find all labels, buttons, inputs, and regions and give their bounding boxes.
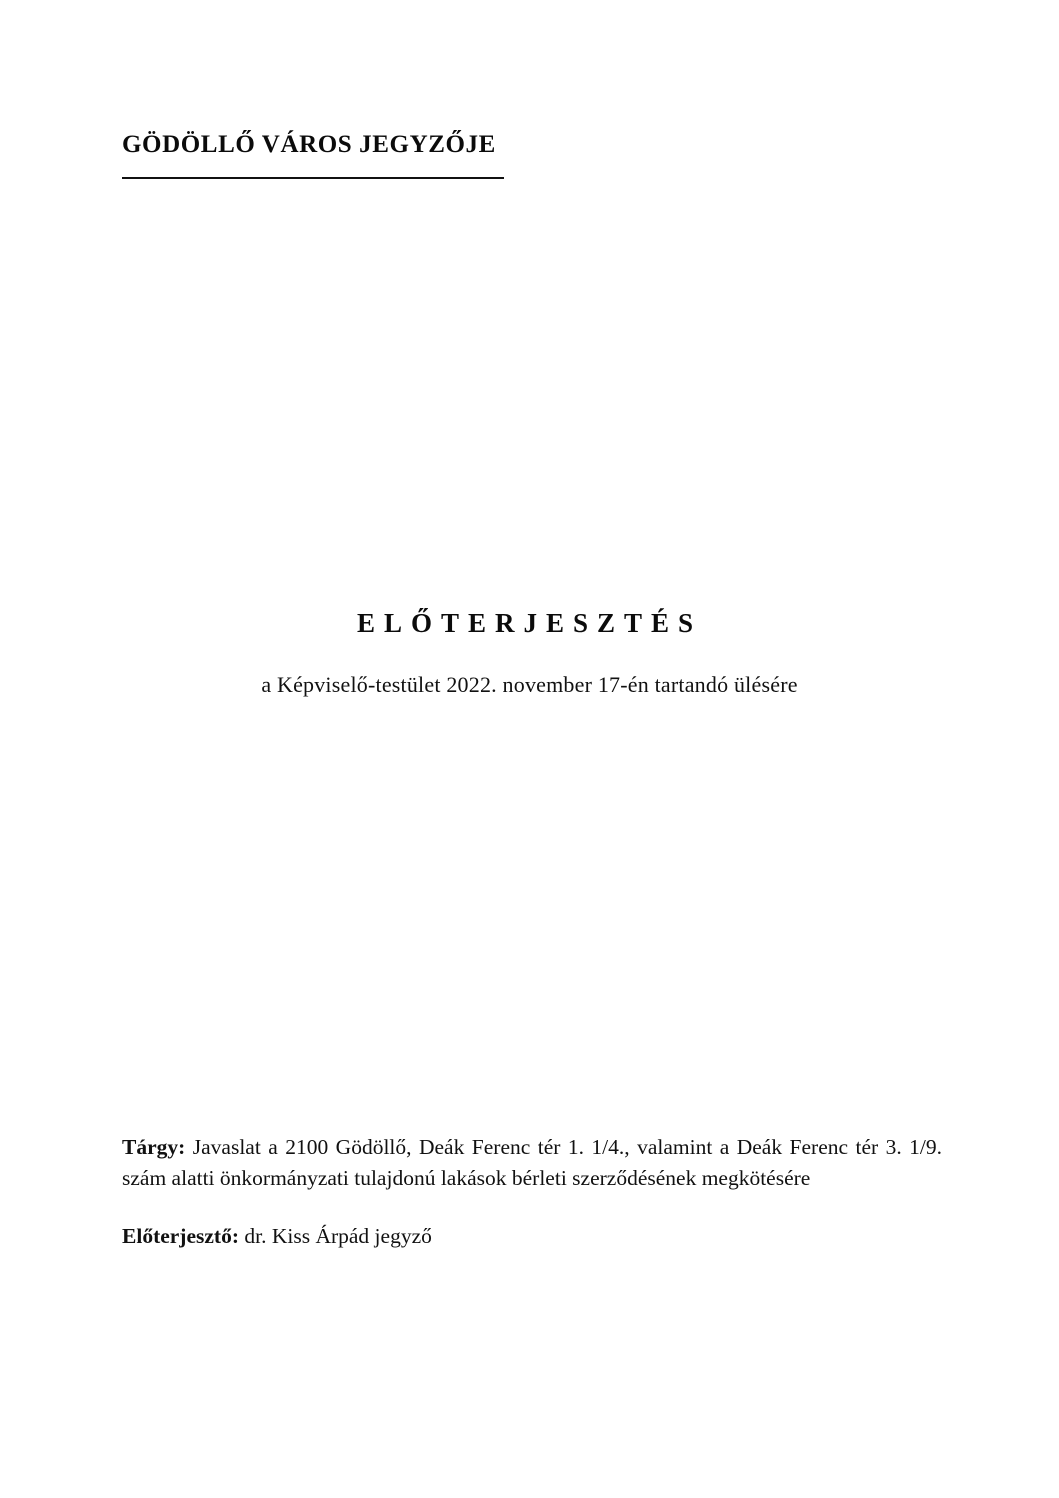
document-meta (122, 1132, 942, 1252)
subject-row (122, 1132, 942, 1193)
header-divider (122, 177, 504, 179)
presenter-label: Előterjesztő: (122, 1224, 239, 1249)
issuing-authority: GÖDÖLLŐ VÁROS JEGYZŐJE (122, 131, 496, 158)
document-title: ELŐTERJESZTÉS (356, 608, 703, 638)
subject-label: Tárgy: (122, 1135, 186, 1159)
document-header (122, 130, 542, 179)
presenter-row (122, 1221, 942, 1252)
presenter-value: dr. Kiss Árpád jegyző (244, 1224, 432, 1249)
document-subtitle: a Képviselő-testület 2022. november 17-én tartandó ülésére (261, 672, 798, 697)
subject-value: Javaslat a 2100 Gödöllő, Deák Ferenc tér 1. 1/4., valamint a Deák Ferenc tér 3. 1/9. szám alatti önkormányzati tulajdonú lakások bérleti szerződésének megkötésére (122, 1135, 943, 1190)
